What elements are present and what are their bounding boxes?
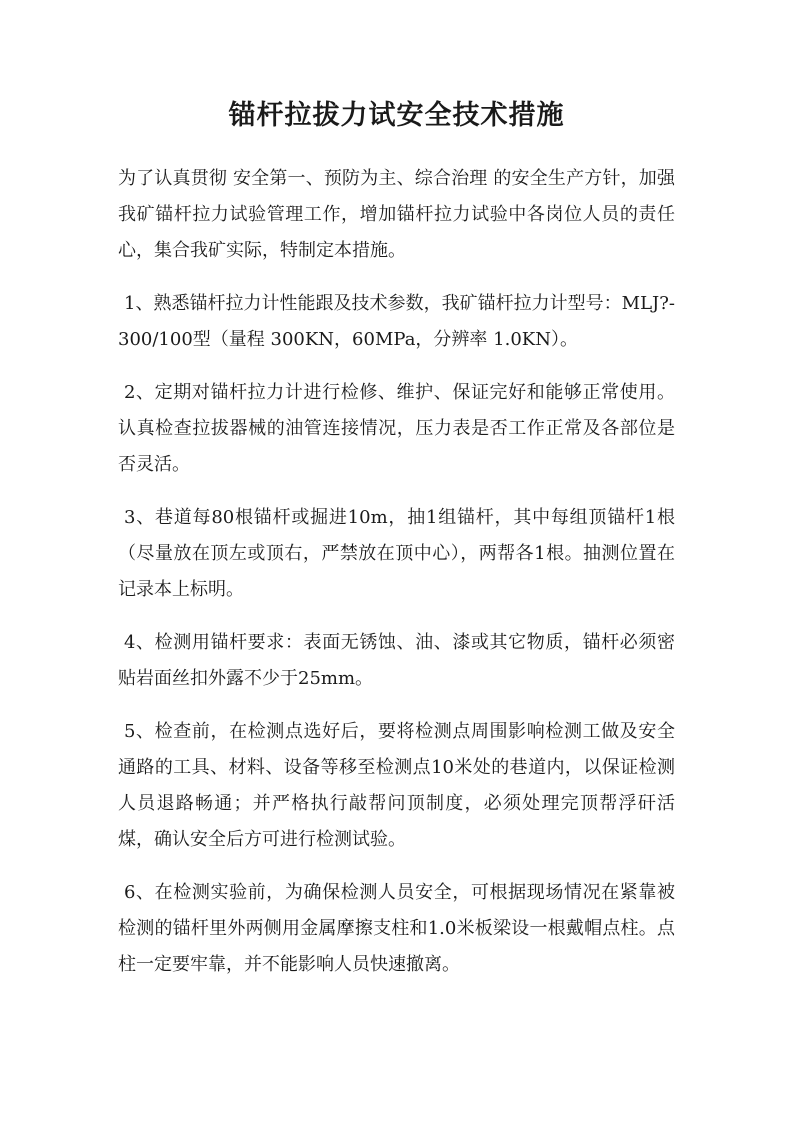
paragraph-item-3: 3、巷道每80根锚杆或掘进10m，抽1组锚杆，其中每组顶锚杆1根（尽量放在顶左或顶右，严禁放在顶中心），两帮各1根。抽测位置在记录本上标明。 [118, 507, 675, 600]
paragraph-item-4: 4、检测用锚杆要求：表面无锈蚀、油、漆或其它物质，锚杆必须密贴岩面丝扣外露不少于25mm。 [118, 632, 675, 689]
document-title: 锚杆拉拔力试安全技术措施 [228, 100, 565, 131]
document-body [118, 161, 675, 983]
paragraph-item-6: 6、在检测实验前，为确保检测人员安全，可根据现场情况在紧靠被检测的锚杆里外两侧用金属摩擦支柱和1.0米板梁设一根戴帽点柱。点柱一定要牢靠，并不能影响人员快速撤离。 [118, 882, 675, 975]
paragraph-item-5: 5、检查前，在检测点选好后，要将检测点周围影响检测工做及安全通路的工具、材料、设备等移至检测点10米处的巷道内，以保证检测人员退路畅通；并严格执行敲帮问顶制度，必须处理完顶帮浮矸活煤，确认安全后方可进行检测试验。 [118, 721, 675, 850]
paragraph-item-1: 1、熟悉锚杆拉力计性能跟及技术参数，我矿锚杆拉力计型号：MLJ?-300/100型（量程 300KN，60MPa，分辨率 1.0KN）。 [118, 293, 675, 350]
paragraph-item-2: 2、定期对锚杆拉力计进行检修、维护、保证完好和能够正常使用。认真检查拉拔器械的油管连接情况，压力表是否工作正常及各部位是否灵活。 [118, 382, 675, 475]
paragraph-intro: 为了认真贯彻 安全第一、预防为主、综合治理 的安全生产方针，加强我矿锚杆拉力试验管理工作，增加锚杆拉力试验中各岗位人员的责任心，集合我矿实际，特制定本措施。 [118, 168, 675, 261]
